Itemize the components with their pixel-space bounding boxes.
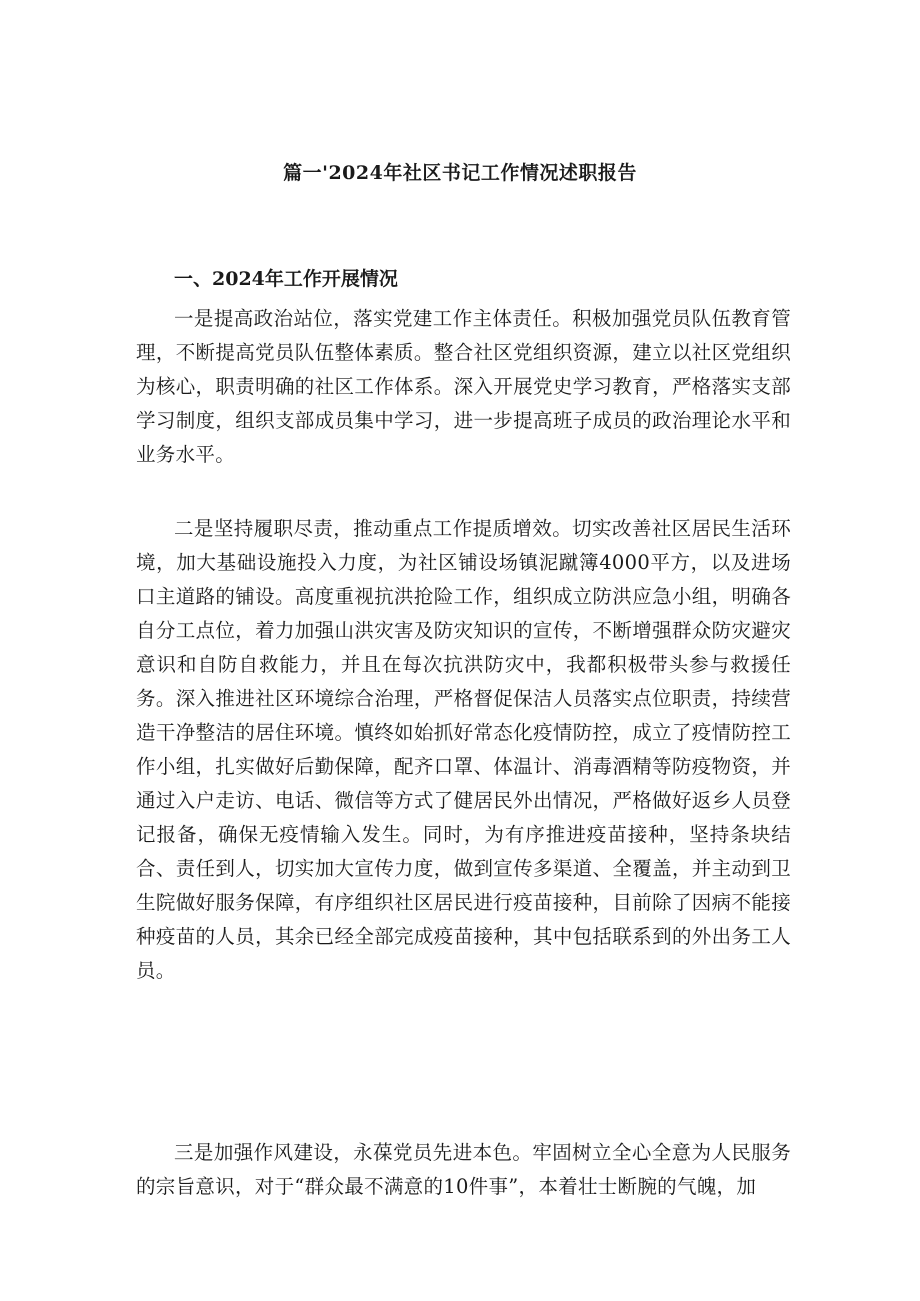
section-heading: 一、2024年工作开展情况 [174, 268, 398, 290]
paragraph-3: 三是加强作风建设，永葆党员先进本色。牢固树立全心全意为人民服务的宗旨意识，对于“群众最不满意的10件事”，本着壮士断腕的气魄，加 [136, 1141, 791, 1198]
document-title: 篇一'2024年社区书记工作情况述职报告 [283, 162, 637, 184]
paragraph-2: 二是坚持履职尽责，推动重点工作提质增效。切实改善社区居民生活环境，加大基础设施投入力度，为社区铺设场镇泥蹴簿4000平方，以及进场口主道路的铺设。高度重视抗洪抢险工作，组织成立防洪应急小组，明确各自分工点位，着力加强山洪灾害及防灾知识的宣传，不断增强群众防灾避灾意识和自防自救能力，并且在每次抗洪防灾中，我都积极带头参与救援任务。深入推进社区环境综合治理，严格督促保洁人员落实点位职责，持续营造干净整洁的居住环境。慎终如始抓好常态化疫情防控，成立了疫情防控工作小组，扎实做好后勤保障，配齐口罩、体温计、消毒酒精等防疫物资，并通过入户走访、电话、微信等方式了健居民外出情况，严格做好返乡人员登记报备，确保无疫情输入发生。同时，为有序推进疫苗接种，坚持条块结合、责任到人，切实加大宣传力度，做到宣传多渠道、全覆盖，并主动到卫生院做好服务保障，有序组织社区居民进行疫苗接种，目前除了因病不能接种疫苗的人员，其余已经全部完成疫苗接种，其中包括联系到的外出务工人员。 [136, 517, 791, 982]
paragraph-1: 一是提高政治站位，落实党建工作主体责任。积极加强党员队伍教育管理，不断提高党员队伍整体素质。整合社区党组织资源，建立以社区党组织为核心，职责明确的社区工作体系。深入开展党史学习教育，严格落实支部学习制度，组织支部成员集中学习，进一步提高班子成员的政治理论水平和业务水平。 [136, 307, 791, 466]
